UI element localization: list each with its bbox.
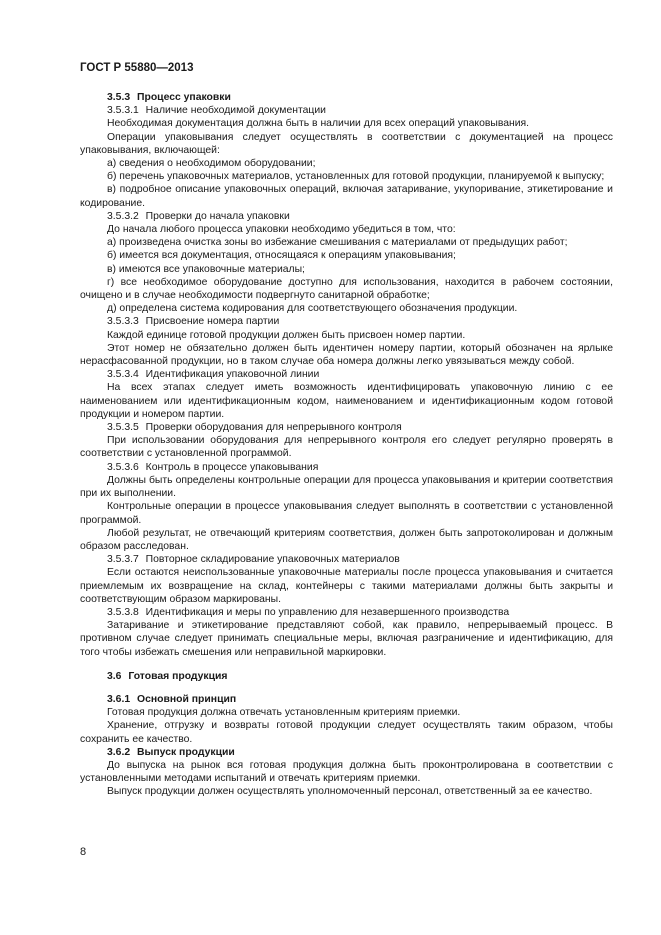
section-number: 3.6.1: [107, 693, 131, 705]
section-3-5-3-7-heading: [80, 553, 613, 566]
paragraph: Готовая продукция должна отвечать установленным критериям приемки.: [107, 707, 461, 719]
section-number: 3.6: [107, 670, 122, 682]
list-item: д) определена система кодирования для соответствующего обозначения продукции.: [107, 303, 518, 315]
section-3-5-3-5-heading: [80, 421, 613, 434]
section-3-6-heading: [80, 670, 613, 683]
section-3-5-3-heading: [80, 91, 613, 104]
paragraph: Должны быть определены контрольные операции для процесса упаковывания и критерии соответствия при их выполнении.: [80, 474, 613, 500]
list-item: а) произведена очистка зоны во избежание смешивания с материалами от предыдущих работ;: [107, 237, 568, 249]
section-3-6-1-heading: [80, 693, 613, 706]
paragraph: До начала любого процесса упаковки необходимо убедиться в том, что:: [107, 224, 456, 236]
document-body: [80, 91, 613, 799]
document-header: ГОСТ Р 55880—2013: [80, 62, 194, 74]
section-title: Контроль в процессе упаковывания: [145, 461, 319, 473]
section-number: 3.5.3.7: [107, 554, 139, 566]
section-number: 3.5.3.8: [107, 606, 139, 618]
paragraph: На всех этапах следует иметь возможность идентифицировать упаковочную линию с ее наименованием или идентификационным кодом, наименованием и идентификационным кодом готовой продукции и номером партии.: [80, 382, 613, 420]
section-number: 3.5.3.6: [107, 461, 139, 473]
paragraph: Любой результат, не отвечающий критериям соответствия, должен быть запротоколирован и должным образом расследован.: [80, 527, 613, 552]
section-3-6-2-heading: [80, 746, 613, 759]
section-title: Основной принцип: [137, 693, 237, 705]
list-item: а) сведения о необходимом оборудовании;: [107, 158, 316, 170]
paragraph: Затаривание и этикетирование представляют собой, как правило, непрерываемый процесс. В противном случае следует принимать специальные меры, включая разграничение и идентификацию, для того чтобы избежать смешения или неправильной маркировки.: [80, 620, 613, 658]
section-3-5-3-2-heading: [80, 210, 613, 223]
paragraph: При использовании оборудования для непрерывного контроля его следует регулярно проверять в соответствии с установленной программой.: [80, 435, 613, 460]
section-title: Идентификация и меры по управлению для незавершенного производства: [145, 606, 510, 618]
paragraph: Операции упаковывания следует осуществлять в соответствии с документацией на процесс упаковывания, включающей:: [80, 131, 613, 156]
section-3-5-3-6-heading: [80, 461, 613, 474]
list-item: в) имеются все упаковочные материалы;: [107, 263, 305, 275]
paragraph: Хранение, отгрузку и возвраты готовой продукции следует осуществлять таким образом, чтобы сохранить ее качество.: [80, 720, 613, 745]
section-title: Готовая продукция: [128, 670, 228, 682]
list-item: б) имеется вся документация, относящаяся к операциям упаковывания;: [107, 250, 456, 262]
list-item: в) подробное описание упаковочных операций, включая затаривание, укупоривание, этикетирование и кодирование.: [80, 184, 613, 209]
section-number: 3.5.3: [107, 92, 131, 103]
section-number: 3.5.3.3: [107, 316, 139, 328]
section-number: 3.5.3.1: [107, 105, 139, 117]
section-3-5-3-8-heading: [80, 606, 613, 619]
section-title: Присвоение номера партии: [145, 316, 280, 328]
section-3-5-3-1-heading: [80, 104, 613, 117]
section-title: Повторное складирование упаковочных материалов: [145, 554, 400, 566]
list-item: б) перечень упаковочных материалов, установленных для готовой продукции, планируемой к выпуску;: [107, 171, 605, 183]
section-3-5-3-3-heading: [80, 315, 613, 328]
paragraph: До выпуска на рынок вся готовая продукция должна быть проконтролирована в соответствии с установленными методами испытаний и отвечать критериям приемки.: [80, 759, 613, 785]
section-number: 3.5.3.4: [107, 369, 139, 381]
section-title: Наличие необходимой документации: [145, 105, 326, 117]
paragraph: Этот номер не обязательно должен быть идентичен номеру партии, который обозначен на ярлыке нерасфасованной продукции, но в таком случае оба номера должны легко увязываться между собой.: [80, 342, 613, 368]
section-number: 3.5.3.5: [107, 422, 139, 434]
section-number: 3.6.2: [107, 746, 131, 758]
section-title: Идентификация упаковочной линии: [145, 369, 320, 381]
paragraph: Контрольные операции в процессе упаковывания следует выполнять в соответствии с установленной программой.: [80, 501, 613, 526]
section-3-5-3-4-heading: [80, 368, 613, 381]
section-number: 3.5.3.2: [107, 210, 139, 222]
section-title: Проверки оборудования для непрерывного контроля: [145, 422, 402, 434]
paragraph: Если остаются неиспользованные упаковочные материалы после процесса упаковывания и считается приемлемым их возвращение на склад, контейнеры с такими материалами должны быть закрыты и соответствующим образом маркированы.: [80, 567, 613, 605]
paragraph: Каждой единице готовой продукции должен быть присвоен номер партии.: [107, 329, 466, 341]
section-title: Процесс упаковки: [137, 92, 231, 103]
section-title: Выпуск продукции: [137, 746, 235, 758]
paragraph: Необходимая документация должна быть в наличии для всех операций упаковывания.: [107, 118, 530, 130]
list-item: г) все необходимое оборудование доступно для использования, находится в рабочем состоянии, очищено и в случае необходимости подвергнуто санитарной обработке;: [80, 276, 613, 302]
paragraph: Выпуск продукции должен осуществлять уполномоченный персонал, ответственный за ее качество.: [107, 786, 593, 798]
page-number: 8: [80, 846, 87, 858]
section-title: Проверки до начала упаковки: [145, 210, 290, 222]
